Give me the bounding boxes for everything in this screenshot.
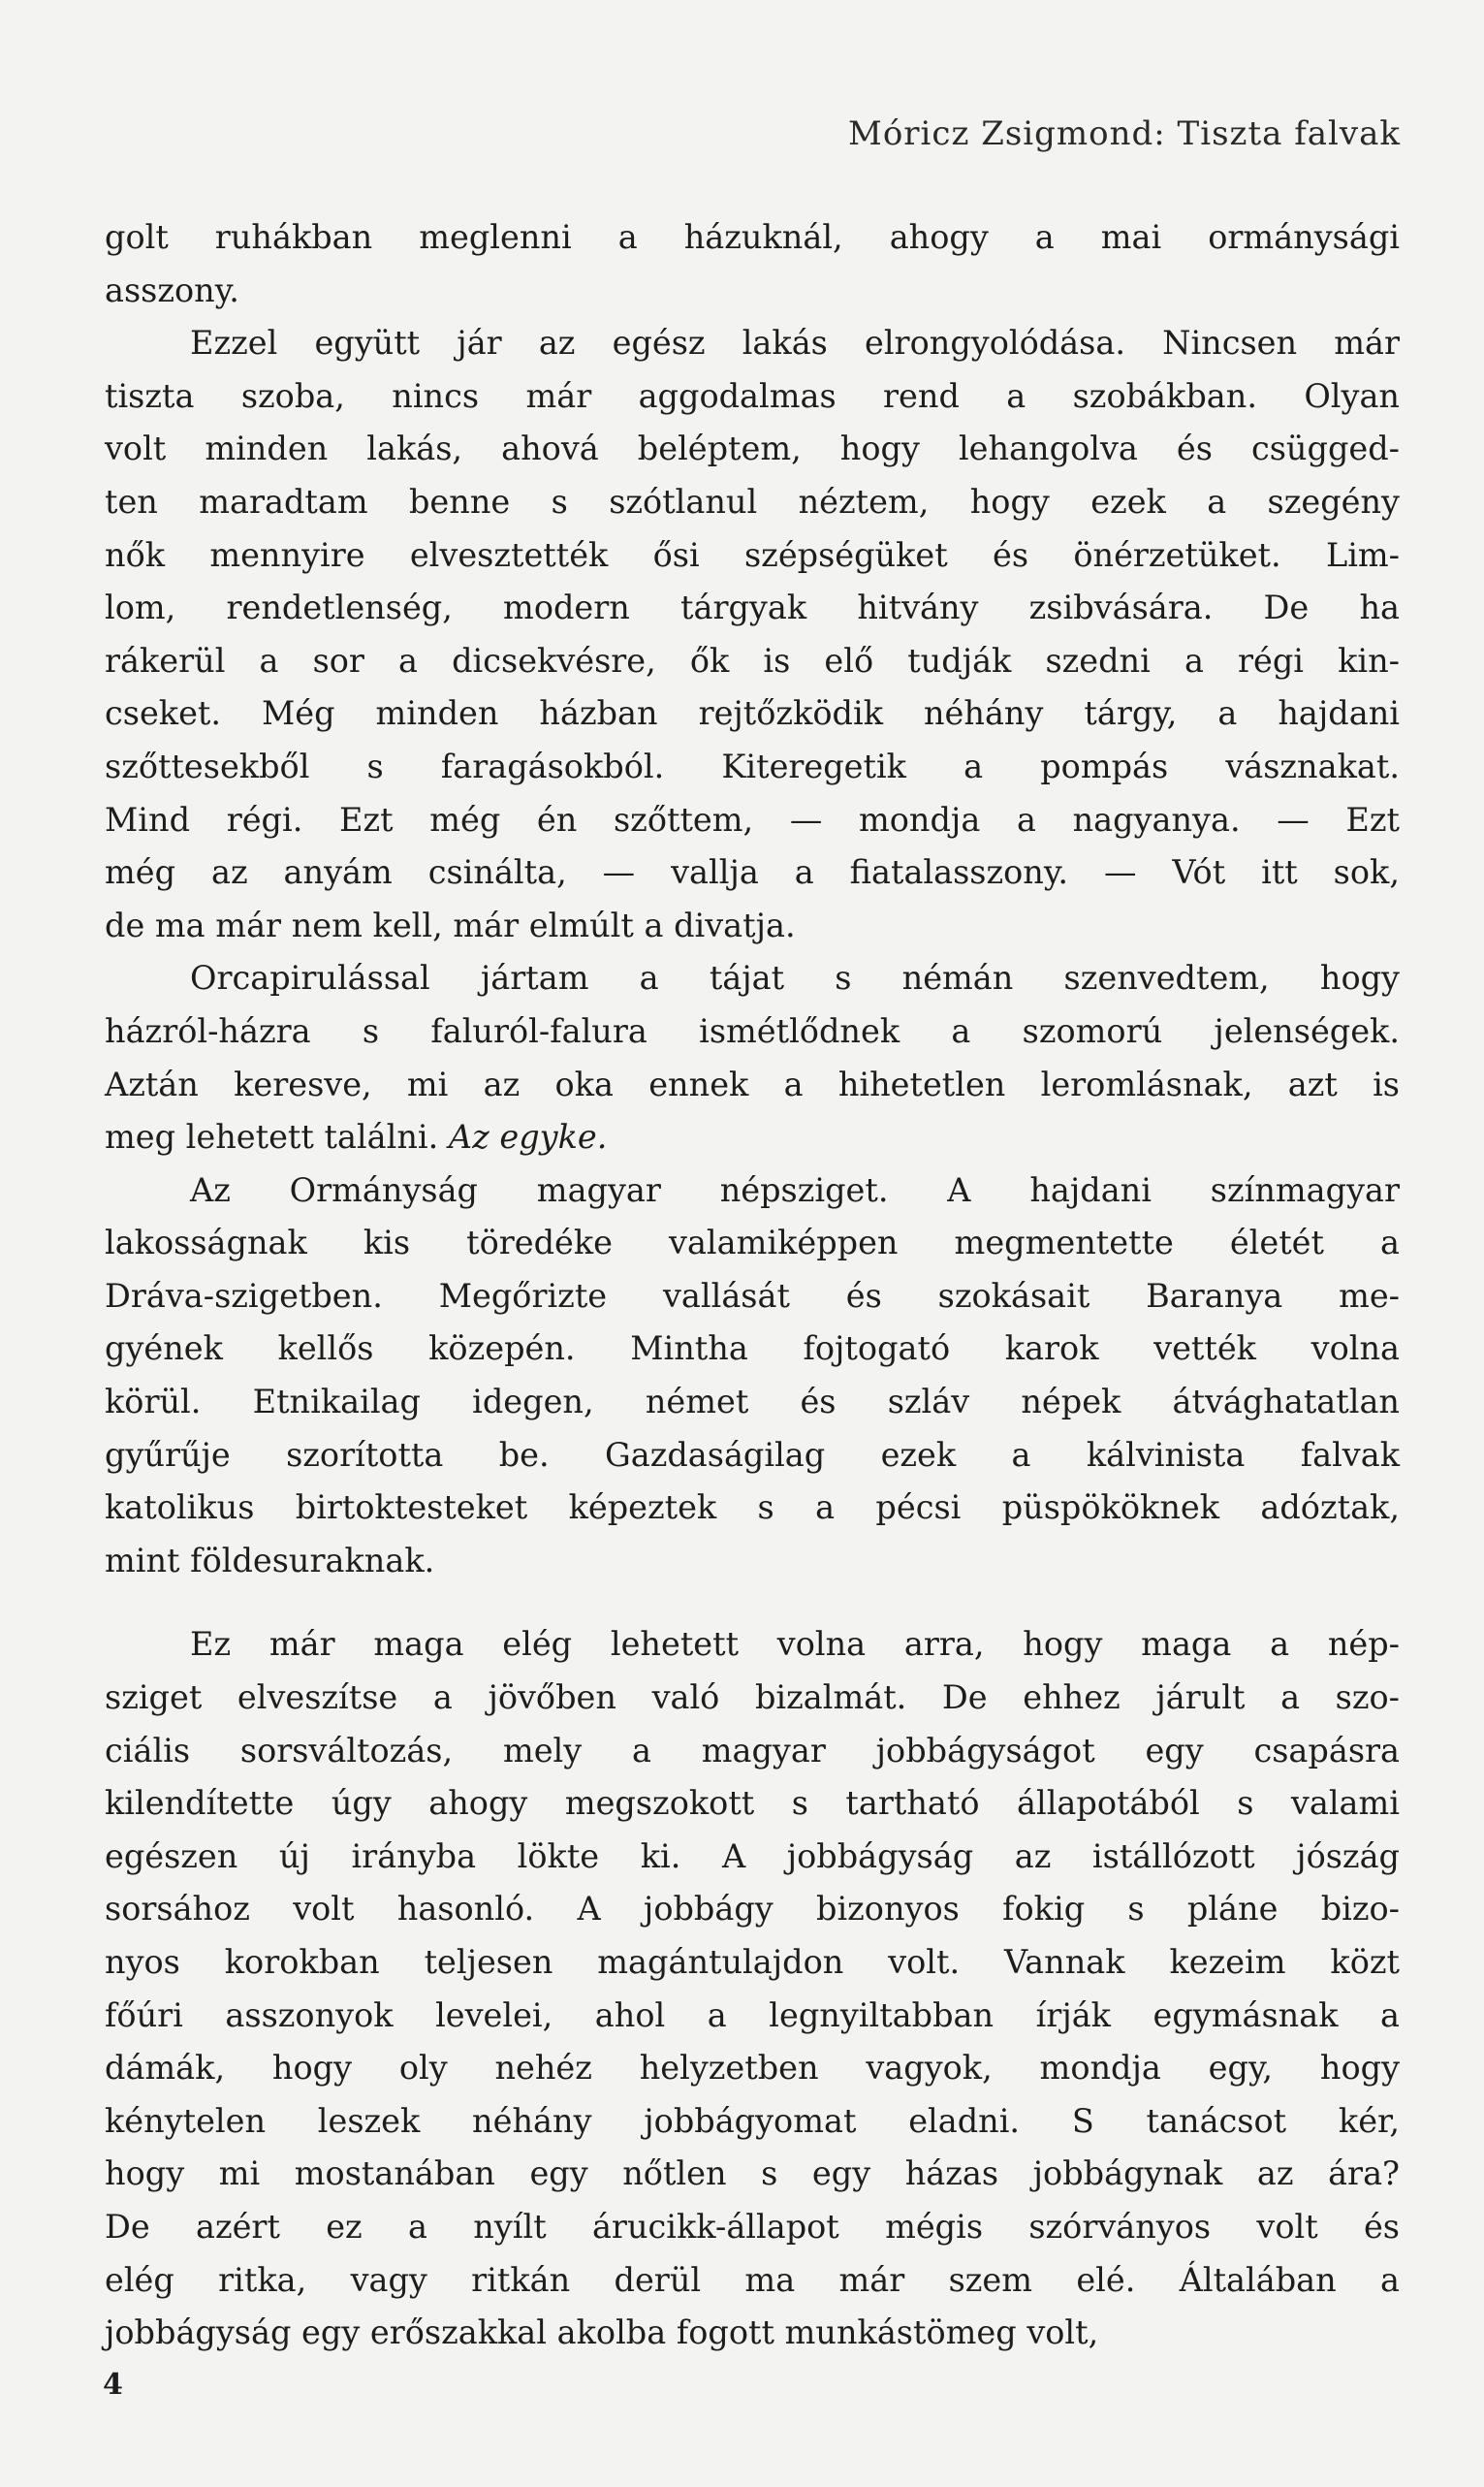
text-line: asszony.	[105, 271, 239, 309]
paragraph	[105, 1164, 1400, 1588]
text-line: mint földesuraknak.	[105, 1541, 435, 1579]
paragraph	[105, 952, 1400, 1164]
text-line: volt minden lakás, ahová beléptem, hogy lehangolva és csügged-	[105, 430, 1400, 468]
text-line: Dráva-szigetben. Megőrizte vallását és szokásait Baranya me-	[105, 1276, 1400, 1315]
text-line: sorsához volt hasonló. A jobbágy bizonyos fokig s pláne bizo-	[105, 1890, 1400, 1929]
text-line: kénytelen leszek néhány jobbágyomat eladni. S tanácsot kér,	[105, 2101, 1400, 2140]
text-line: kilendítette úgy ahogy megszokott s tartható állapotából s valami	[105, 1784, 1400, 1823]
text-line: Ezzel együtt jár az egész lakás elrongyolódása. Nincsen már	[190, 324, 1400, 363]
text-line: elég ritka, vagy ritkán derül ma már szem elé. Általában a	[105, 2260, 1400, 2299]
text-line: Aztán keresve, mi az oka ennek a hihetetlen leromlásnak, azt is	[105, 1065, 1400, 1103]
page-number: 4	[103, 2368, 123, 2402]
text-line: egészen új irányba lökte ki. A jobbágyság az istállózott jószág	[105, 1836, 1400, 1875]
text-line: de ma már nem kell, már elmúlt a divatja.	[105, 906, 796, 944]
text-line: gyének kellős közepén. Mintha fojtogató karok vették volna	[105, 1329, 1400, 1368]
text-line: katolikus birtoktesteket képeztek s a pécsi püspököknek adóztak,	[105, 1488, 1400, 1527]
text-line: nyos korokban teljesen magántulajdon volt. Vannak kezeim közt	[105, 1943, 1400, 1981]
text-line: Mind régi. Ezt még én szőttem, — mondja a nagyanya. — Ezt	[105, 800, 1400, 839]
text-line: házról-házra s faluról-falura ismétlődnek a szomorú jelenségek.	[105, 1011, 1400, 1050]
paragraph	[105, 317, 1400, 952]
text-line: dámák, hogy oly nehéz helyzetben vagyok, mondja egy, hogy	[105, 2049, 1400, 2088]
text-line: tiszta szoba, nincs már aggodalmas rend a szobákban. Olyan	[105, 376, 1400, 415]
text-line: gyűrűje szorította be. Gazdaságilag ezek a kálvinista falvak	[105, 1435, 1400, 1474]
text-line: meg lehetett találni. Az egyke.	[105, 1118, 608, 1157]
text-line: Ez már maga elég lehetett volna arra, hogy maga a nép-	[190, 1625, 1400, 1664]
body-text	[105, 211, 1400, 2360]
text-line: De azért ez a nyílt árucikk-állapot mégis szórványos volt és	[105, 2207, 1400, 2246]
paragraph	[105, 1618, 1400, 2359]
paragraph	[105, 211, 1400, 317]
text-line: még az anyám csinálta, — vallja a fiatalasszony. — Vót itt sok,	[105, 853, 1400, 892]
text-line: sziget elveszítse a jövőben való bizalmát. De ehhez járult a szo-	[105, 1678, 1400, 1717]
text-line: nők mennyire elvesztették ősi szépségüket és önérzetüket. Lim-	[105, 535, 1400, 574]
text-line: lakosságnak kis töredéke valamiképpen megmentette életét a	[105, 1224, 1400, 1262]
text-line: ciális sorsváltozás, mely a magyar jobbágyságot egy csapásra	[105, 1731, 1400, 1770]
text-line: rákerül a sor a dicsekvésre, ők is elő tudják szedni a régi kin-	[105, 641, 1400, 680]
text-line: jobbágyság egy erőszakkal akolba fogott munkástömeg volt,	[105, 2313, 1099, 2352]
text-line: Az Ormányság magyar népsziget. A hajdani színmagyar	[190, 1170, 1400, 1209]
text-line: Orcapirulással jártam a tájat s némán szenvedtem, hogy	[190, 959, 1400, 998]
running-header: Móricz Zsigmond: Tiszta falvak	[848, 114, 1401, 153]
text-line: körül. Etnikailag idegen, német és szláv népek átvághatatlan	[105, 1383, 1400, 1421]
text-line: főúri asszonyok levelei, ahol a legnyiltabban írják egymásnak a	[105, 1995, 1400, 2034]
italic-emphasis: Az egyke.	[448, 1118, 608, 1157]
text-line: szőttesekből s faragásokból. Kiteregetik a pompás vásznakat.	[105, 747, 1400, 785]
text-line: hogy mi mostanában egy nőtlen s egy házas jobbágynak az ára?	[105, 2154, 1400, 2193]
text-line: cseket. Még minden házban rejtőzködik néhány tárgy, a hajdani	[105, 694, 1400, 733]
text-line: golt ruhákban meglenni a házuknál, ahogy a mai ormánysági	[105, 218, 1400, 256]
text-line: lom, rendetlenség, modern tárgyak hitvány zsibvására. De ha	[105, 589, 1400, 627]
text-line: ten maradtam benne s szótlanul néztem, hogy ezek a szegény	[105, 482, 1400, 521]
